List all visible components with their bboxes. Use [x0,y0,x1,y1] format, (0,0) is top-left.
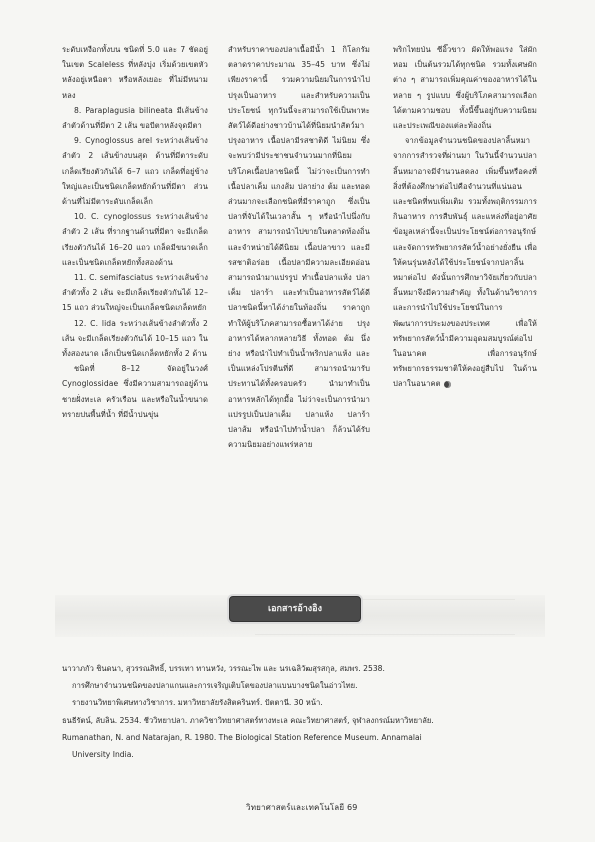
paragraph: ระดับเหงือกทั้งบน ชนิดที่ 5.0 และ 7 ชัดอยู่ในเขต Scaleless ที่หลังบุ่ง เริ่มด้วยเขตหัว หลังอยู่เหนือตา หรือหลังเยอะ ที่ไม่มีหนามหลง [62,45,208,100]
paragraph: 12. C. lida ระหว่างเส้นข้างลำตัวทั้ง 2 เส้น จะมีเกล็ดเรียงตัวกันได้ 10–15 แถว ในทั้งสองนาด เล็กเป็นชนิดเกล็ดหยักทั้ง 2 ด้าน [62,318,208,359]
reference-continuation: University India. [72,750,134,760]
text-column-right [393,42,537,392]
references-list [62,660,540,763]
reference-continuation: การศึกษาจำนวนชนิดของปลาแกนและการเจริญเติบโตของปลาแบนบางชนิดในอ่าวไทย. [72,681,358,691]
paragraph: สำหรับราคาของปลาเนื้อมีน้ำ 1 กิโลกรัม ตลาดราคาประมาณ 35–45 บาท ซึ่งไม่เพียงราคานี้ รวมความนิยมในการนำไปปรุงเป็นอาหาร และสำหรับความเป็นประโยชน์ ทุกวันนี้จะสามารถใช้เป็นพาหะสัตว์ได้ดีอย่างชาวบ้านได้ที่นิยมนำสัตว์มาปรุงอาหาร เนื้อปลามีรสชาติดี ไม่นิยม ซึ่งจะพบว่ามีประชาชนจำนวนมากที่นิยมบริโภคเนื้อปลาชนิดนี้ ไม่ว่าจะเป็นการทำเนื้อปลาเค็ม แกงส้ม ปลาย่าง ต้ม และทอด ส่วนมากจะเลือกชนิดที่มีราคาถูก ซึ่งเป็นปลาที่จับได้ในเวลาสั้น ๆ หรือนำไปนึ่งกับอาหาร สามารถนำไปขายในตลาดท้องถิ่นและจำหน่ายได้ดีนิยม เนื้อปลาขาว และมีรสชาติอร่อย เนื้อปลามีความละเอียดอ่อน สามารถนำมาแปรรูป ทำเนื้อปลาแห้ง ปลาเค็ม ปลาร้า และทำเป็นอาหารสัตว์ได้ดี ปลาชนิดนี้หาได้ง่ายในท้องถิ่น ราคาถูก ทำให้ผู้บริโภคสามารถซื้อหาได้ง่าย ปรุงอาหารได้หลากหลายวิธี ทั้งทอด ต้ม นึ่ง ย่าง หรือนำไปทำเป็นน้ำพริกปลาแห้ง และเป็นแหล่งโปรตีนที่ดี สามารถนำมารับประทานได้ทั้งครอบครัว นำมาทำเป็นอาหารหลักได้ทุกมื้อ ไม่ว่าจะเป็นการนำมาแปรรูปเป็นปลาเค็ม ปลาแห้ง ปลาร้า ปลาส้ม หรือนำไปทำน้ำปลา ก็ล้วนได้รับความนิยมอย่างแพร่หลาย [228,45,370,450]
paragraph: 8. Paraplagusia bilineata มีเส้นข้างลำตัวด้านที่มีตา 2 เส้น ขอบีตาหลังจุดมีตา [62,105,208,131]
paragraph: 9. Cynoglossus arel ระหว่างเส้นข้างลำตัว 2 เส้นข้างบนสุด ด้านที่มีตาระดับเกล็ดเรียงตัวกันได้ 6–7 แถว เกล็ดที่อยู่ข้างใหญ่และเป็นชนิดเกล็ดหยักด้านที่มีตา ส่วนด้านที่ไม่มีตาระดับเกล็ดเล็ก [62,136,208,207]
reference-lead: นาวาภกัว ชินดนา, สุวรรณสิทธิ์, บรรเทา ทานหวัง, วรรณะไพ และ นรเฉลิวัฒสุรสกุล, สมพร. 2538. [62,664,385,673]
text-column-middle [228,42,370,452]
text-column-left [62,42,208,422]
page-footer: วิทยาศาสตร์และเทคโนโลยี 69 [246,803,358,812]
reference-entry [62,660,540,712]
reference-entry [62,729,540,763]
end-of-article-bullet-icon [444,381,451,388]
reference-entry [62,712,540,729]
paragraph: จากข้อมูลจำนวนชนิดของปลาลิ้นหมาจากการสำรวจที่ผ่านมา ในวันนี้จำนวนปลาลิ้นหมาอาจมีจำนวนลดลง เพิ่มขึ้นหรือคงที่ สิ่งที่ต้องศึกษาต่อไปคือจำนวนที่แน่นอน และชนิดที่พบเพิ่มเติม รวมทั้งพฤติกรรมการกินอาหาร การสืบพันธุ์ และแหล่งที่อยู่อาศัย ข้อมูลเหล่านี้จะเป็นประโยชน์ต่อการอนุรักษ์และจัดการทรัพยากรสัตว์น้ำอย่างยั่งยืน เพื่อให้คนรุ่นหลังได้ใช้ประโยชน์จากปลาลิ้นหมาต่อไป ดังนั้นการศึกษาวิจัยเกี่ยวกับปลาลิ้นหมาจึงมีความสำคัญ ทั้งในด้านวิชาการและการนำไปใช้ประโยชน์ในการพัฒนาการประมงของประเทศ เพื่อให้ทรัพยากรสัตว์น้ำมีความอุดมสมบูรณ์ต่อไปในอนาคต เพื่อการอนุรักษ์ทรัพยากรธรรมชาติให้คงอยู่สืบไป ในด้านปลาในอนาคต [393,136,537,389]
reference-lead: ธนธีรัตน์, ลับลิน. 2534. ชีววิทยาปลา. ภาควิชาวิทยาศาสตร์ทางทะเล คณะวิทยาศาสตร์, จุฬาลงกรณ์มหาวิทยาลัย. [62,715,434,725]
reference-lead: Rumanathan, N. and Natarajan, R. 1980. The Biological Station Reference Museum. Annamalai [62,732,422,742]
references-heading: เอกสารอ้างอิง [229,596,361,622]
paragraph: พริกไทยป่น ซีอิ๊วขาว ผัดให้พอแรง ใส่ผักหอม เป็นต้นรวมได้ทุกชนิด รวมทั้งเศษผักต่าง ๆ สามารถเพิ่มคุณค่าของอาหารได้ในหลาย ๆ รูปแบบ ซึ่งผู้บริโภคสามารถเลือกได้ตามความชอบ ทั้งนี้ขึ้นอยู่กับความนิยมและประเพณีของแต่ละท้องถิ่น [393,45,537,131]
paragraph: ชนิดที่ 8–12 จัดอยู่ในวงศ์ Cynoglossidae ซึ่งมีความสามารถอยู่ด้านชายฝั่งทะเล ครัวเรือน และหรือในน้ำขนาดทรายปนพื้นที่น้ำ ที่มีน้ำปนขุ่น [62,364,208,419]
reference-continuation: รายงานวิทยาพิเศษทางวิชาการ. มหาวิทยาลัยรังสิตครินทร์. ปัตตานี. 30 หน้า. [72,698,323,708]
paragraph: 11. C. semifasciatus ระหว่างเส้นข้างลำตัวทั้ง 2 เส้น จะมีเกล็ดเรียงตัวกันได้ 12–15 แถว ส่วนใหญ่จะเป็นเกล็ดชนิดเกล็ดหยัก [62,273,208,313]
paragraph: 10. C. cynoglossus ระหว่างเส้นข้างลำตัว 2 เส้น ที่รากฐานด้านที่มีตา จะมีเกล็ดเรียงตัวกันได้ 16–20 แถว เกล็ดมีขนาดเล็ก และเป็นชนิดเกล็ดหยักทั้งสองด้าน [62,212,208,267]
